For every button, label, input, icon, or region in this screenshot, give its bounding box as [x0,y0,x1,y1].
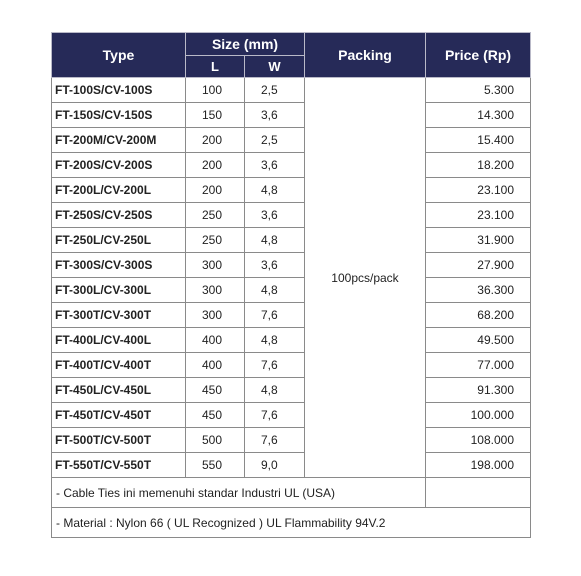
table-row [52,403,531,428]
cell-width: 2,5 [245,128,305,153]
cell-width: 7,6 [245,353,305,378]
cell-width: 7,6 [245,403,305,428]
cell-type: FT-200L/CV-200L [52,178,186,203]
cell-length: 450 [186,403,245,428]
header-size: Size (mm) [186,33,305,56]
cell-type: FT-400T/CV-400T [52,353,186,378]
cell-width: 4,8 [245,228,305,253]
table-row [52,78,531,103]
cell-type: FT-300T/CV-300T [52,303,186,328]
table-row [52,453,531,478]
cell-width: 3,6 [245,153,305,178]
cell-price: 108.000 [426,428,531,453]
cell-price: 77.000 [426,353,531,378]
cell-price: 14.300 [426,103,531,128]
table-row [52,253,531,278]
cell-price: 23.100 [426,203,531,228]
cell-length: 250 [186,203,245,228]
cell-length: 450 [186,378,245,403]
header-size-w: W [245,56,305,78]
cell-type: FT-200M/CV-200M [52,128,186,153]
cell-width: 4,8 [245,278,305,303]
table-notes [52,478,531,538]
cell-length: 200 [186,153,245,178]
cell-width: 4,8 [245,328,305,353]
cell-length: 550 [186,453,245,478]
cell-packing: 100pcs/pack [305,78,426,478]
cell-width: 9,0 [245,453,305,478]
cell-length: 300 [186,253,245,278]
table-row [52,128,531,153]
cell-type: FT-450T/CV-450T [52,403,186,428]
cell-width: 4,8 [245,178,305,203]
cell-width: 3,6 [245,103,305,128]
cell-length: 250 [186,228,245,253]
cell-price: 15.400 [426,128,531,153]
cell-price: 49.500 [426,328,531,353]
cell-length: 300 [186,278,245,303]
cell-length: 100 [186,78,245,103]
cell-type: FT-450L/CV-450L [52,378,186,403]
cell-type: FT-250L/CV-250L [52,228,186,253]
cell-width: 3,6 [245,203,305,228]
table-row [52,153,531,178]
cell-type: FT-200S/CV-200S [52,153,186,178]
cell-length: 400 [186,328,245,353]
note-empty-cell [426,478,531,508]
cell-type: FT-400L/CV-400L [52,328,186,353]
note-material: - Material : Nylon 66 ( UL Recognized ) UL Flammability 94V.2 [52,508,531,538]
cell-type: FT-550T/CV-550T [52,453,186,478]
cell-type: FT-300L/CV-300L [52,278,186,303]
cell-type: FT-300S/CV-300S [52,253,186,278]
cell-price: 5.300 [426,78,531,103]
table-row [52,278,531,303]
cell-width: 2,5 [245,78,305,103]
table-row [52,203,531,228]
header-packing: Packing [305,33,426,78]
table-row [52,428,531,453]
cell-width: 7,6 [245,428,305,453]
table-row [52,103,531,128]
table-row [52,228,531,253]
cell-length: 300 [186,303,245,328]
cell-length: 500 [186,428,245,453]
table-row [52,303,531,328]
cell-price: 18.200 [426,153,531,178]
table-body [52,78,531,478]
header-size-l: L [186,56,245,78]
price-table [51,32,531,538]
cell-price: 31.900 [426,228,531,253]
cell-length: 400 [186,353,245,378]
header-price: Price (Rp) [426,33,531,78]
cell-width: 3,6 [245,253,305,278]
table-row [52,378,531,403]
header-type: Type [52,33,186,78]
cell-type: FT-500T/CV-500T [52,428,186,453]
cell-width: 4,8 [245,378,305,403]
cell-type: FT-250S/CV-250S [52,203,186,228]
cell-price: 27.900 [426,253,531,278]
cell-type: FT-150S/CV-150S [52,103,186,128]
cell-price: 68.200 [426,303,531,328]
table-row [52,353,531,378]
cell-price: 100.000 [426,403,531,428]
cell-length: 150 [186,103,245,128]
cell-price: 198.000 [426,453,531,478]
cell-length: 200 [186,178,245,203]
cell-type: FT-100S/CV-100S [52,78,186,103]
cell-price: 36.300 [426,278,531,303]
table-row [52,328,531,353]
table-header [52,33,531,78]
table-row [52,178,531,203]
cell-width: 7,6 [245,303,305,328]
cell-price: 23.100 [426,178,531,203]
note-standard: - Cable Ties ini memenuhi standar Industri UL (USA) [52,478,426,508]
cell-length: 200 [186,128,245,153]
cell-price: 91.300 [426,378,531,403]
